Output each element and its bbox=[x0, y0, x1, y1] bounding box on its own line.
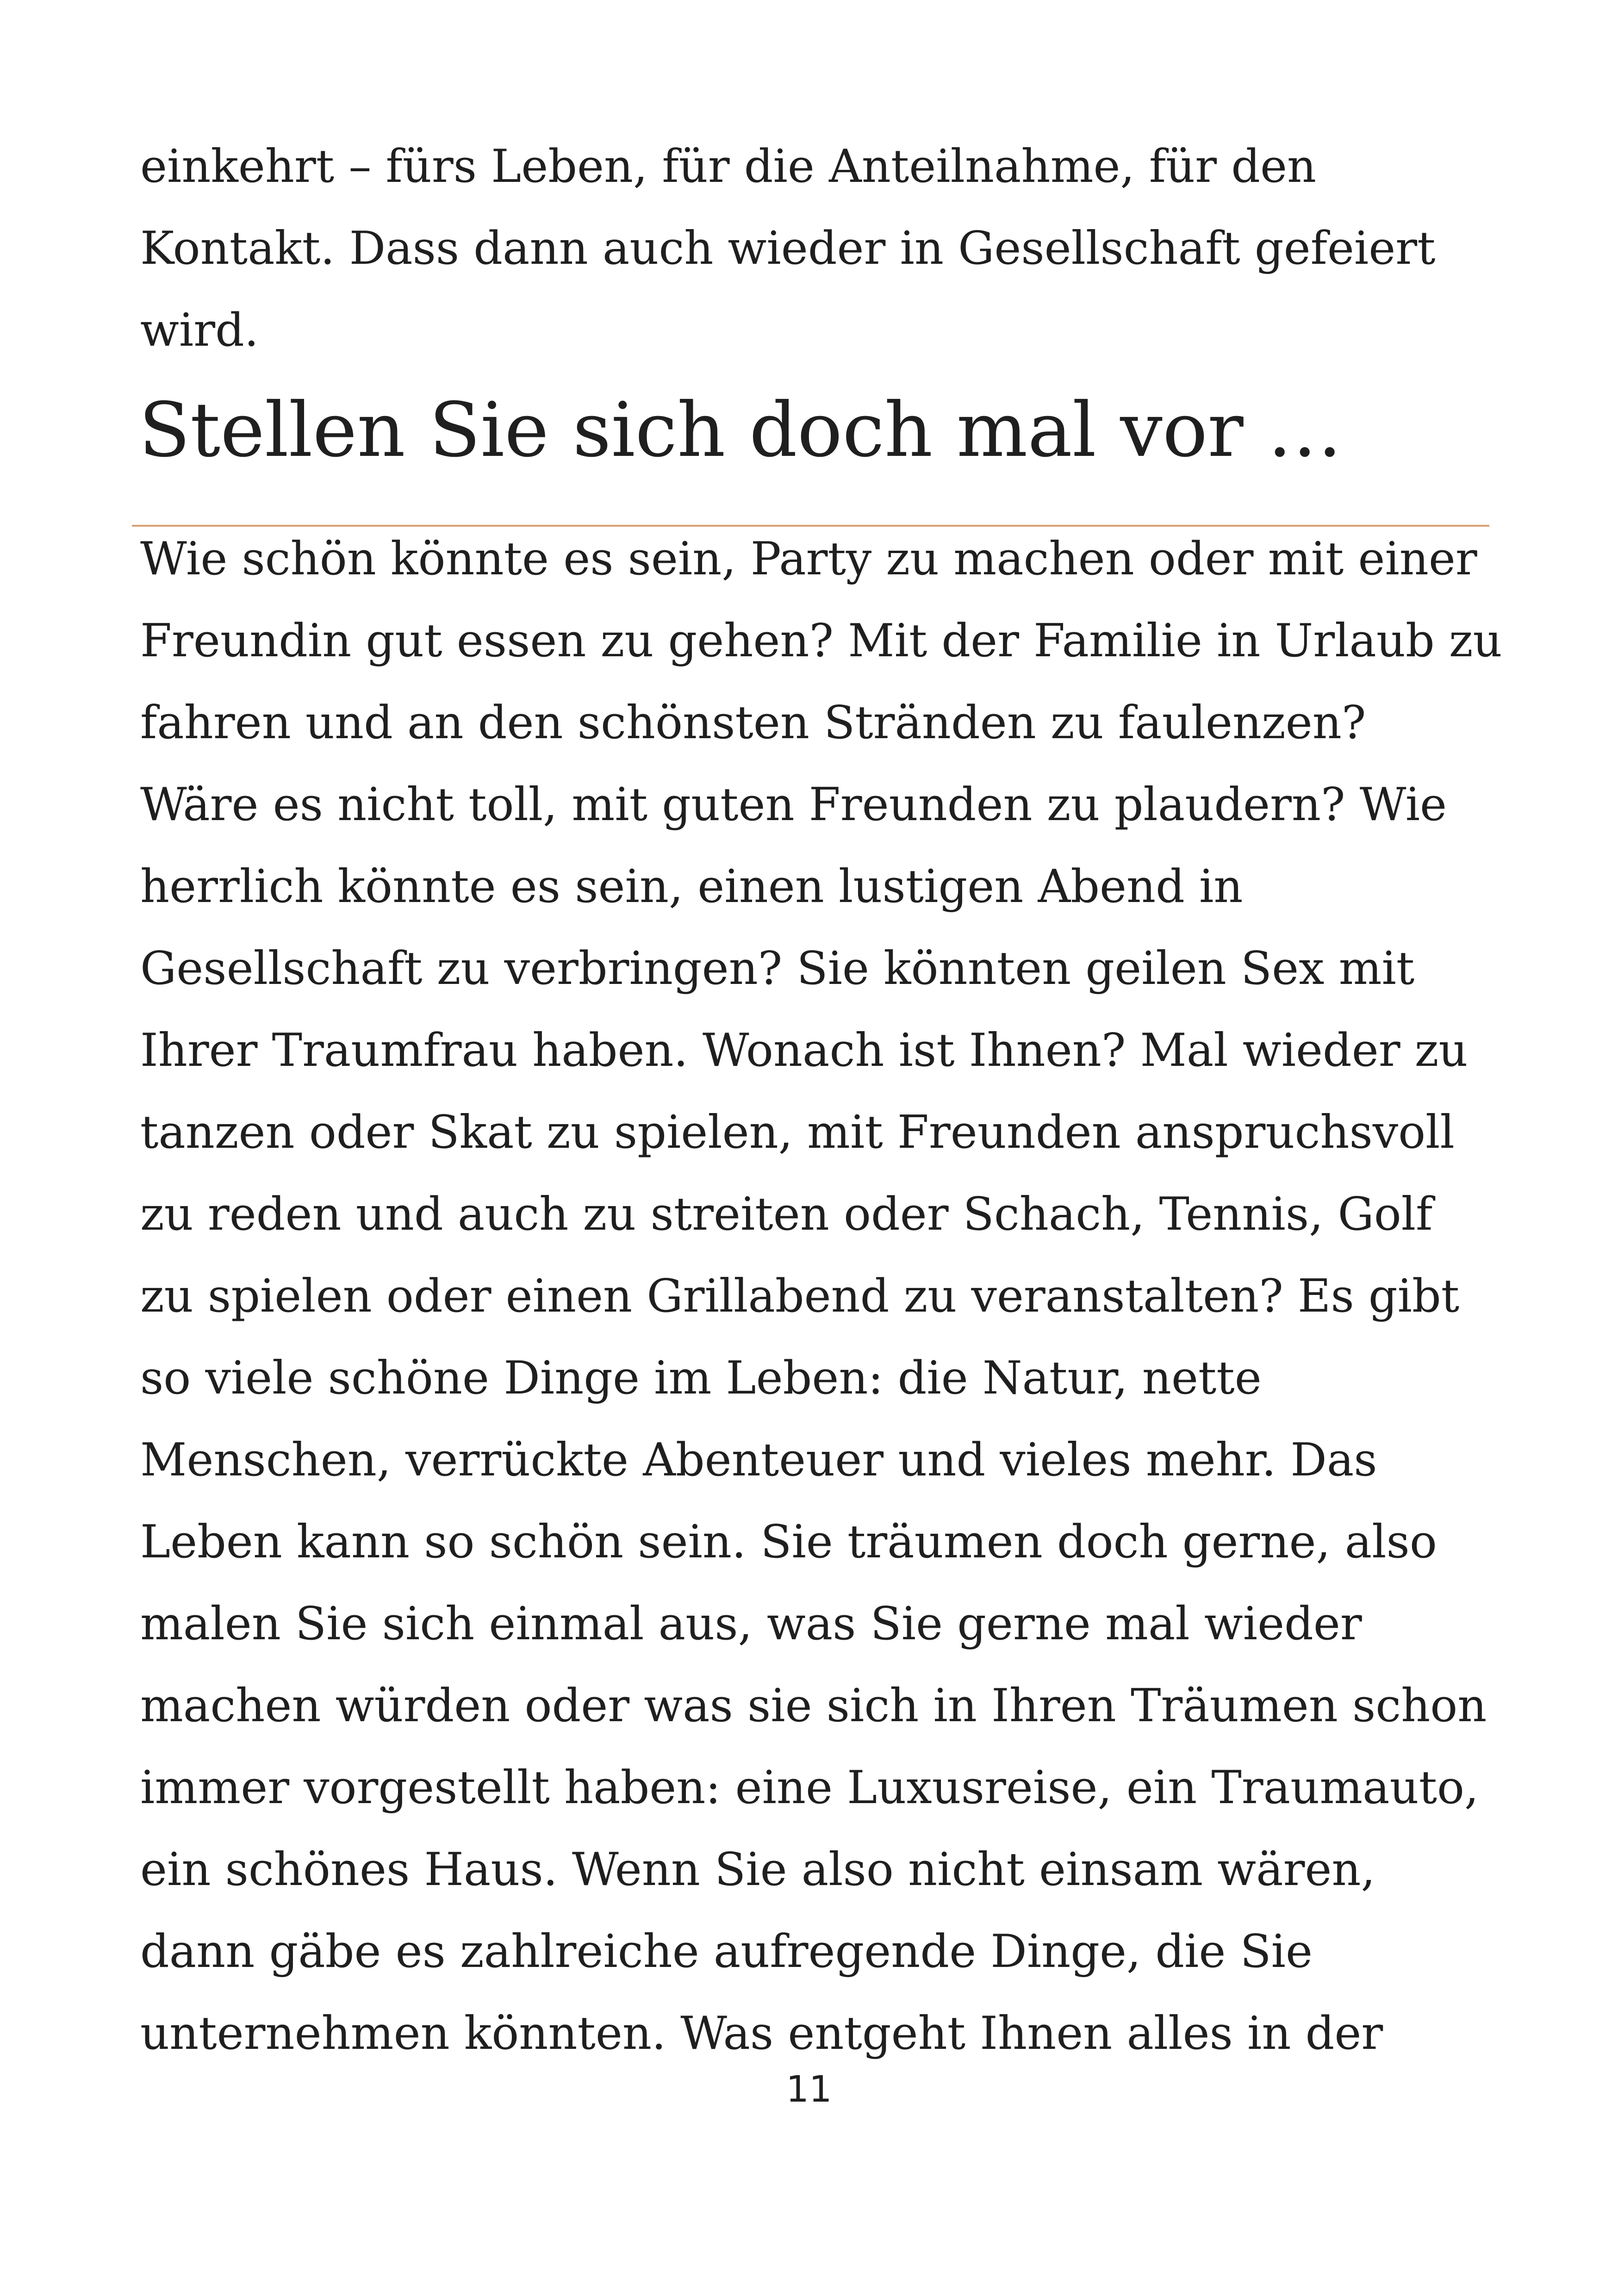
text-line: immer vorgestellt haben: eine Luxusreise, ein Traumauto, bbox=[140, 1761, 1479, 1814]
text-line: wird. bbox=[140, 304, 259, 357]
text-line: Leben kann so schön sein. Sie träumen doch gerne, also bbox=[140, 1516, 1437, 1568]
text-line: machen würden oder was sie sich in Ihren Träumen schon bbox=[140, 1680, 1487, 1732]
text-line: herrlich könnte es sein, einen lustigen Abend in bbox=[140, 860, 1243, 913]
text-line: dann gäbe es zahlreiche aufregende Dinge, die Sie bbox=[140, 1925, 1313, 1978]
text-line: unternehmen könnten. Was entgeht Ihnen alles in der bbox=[140, 2007, 1383, 2060]
text-line: zu spielen oder einen Grillabend zu veranstalten? Es gibt bbox=[140, 1270, 1460, 1323]
text-line: Gesellschaft zu verbringen? Sie könnten geilen Sex mit bbox=[140, 942, 1415, 995]
text-line: Wäre es nicht toll, mit guten Freunden zu plaudern? Wie bbox=[140, 778, 1447, 831]
page-number: 11 bbox=[786, 2069, 832, 2110]
body-paragraph bbox=[140, 518, 1502, 2075]
text-line: so viele schöne Dinge im Leben: die Natur, nette bbox=[140, 1352, 1262, 1405]
text-line: ein schönes Haus. Wenn Sie also nicht einsam wären, bbox=[140, 1843, 1375, 1896]
text-line: zu reden und auch zu streiten oder Schach, Tennis, Golf bbox=[140, 1188, 1433, 1241]
text-line: malen Sie sich einmal aus, was Sie gerne mal wieder bbox=[140, 1598, 1362, 1650]
intro-paragraph bbox=[140, 126, 1496, 372]
text-line: tanzen oder Skat zu spielen, mit Freunden anspruchsvoll bbox=[140, 1106, 1455, 1159]
text-line: Wie schön könnte es sein, Party zu machen oder mit einer bbox=[140, 533, 1477, 585]
text-line: Menschen, verrückte Abenteuer und vieles mehr. Das bbox=[140, 1434, 1377, 1487]
text-line: einkehrt – fürs Leben, für die Anteilnahme, für den bbox=[140, 140, 1317, 193]
text-line: fahren und an den schönsten Stränden zu faulenzen? bbox=[140, 697, 1366, 749]
text-line: Ihrer Traumfrau haben. Wonach ist Ihnen? Mal wieder zu bbox=[140, 1024, 1468, 1077]
text-line: Kontakt. Dass dann auch wieder in Gesellschaft gefeiert bbox=[140, 222, 1436, 275]
section-heading: Stellen Sie sich doch mal vor … bbox=[139, 387, 1343, 474]
text-line: Freundin gut essen zu gehen? Mit der Familie in Urlaub zu bbox=[140, 615, 1502, 667]
